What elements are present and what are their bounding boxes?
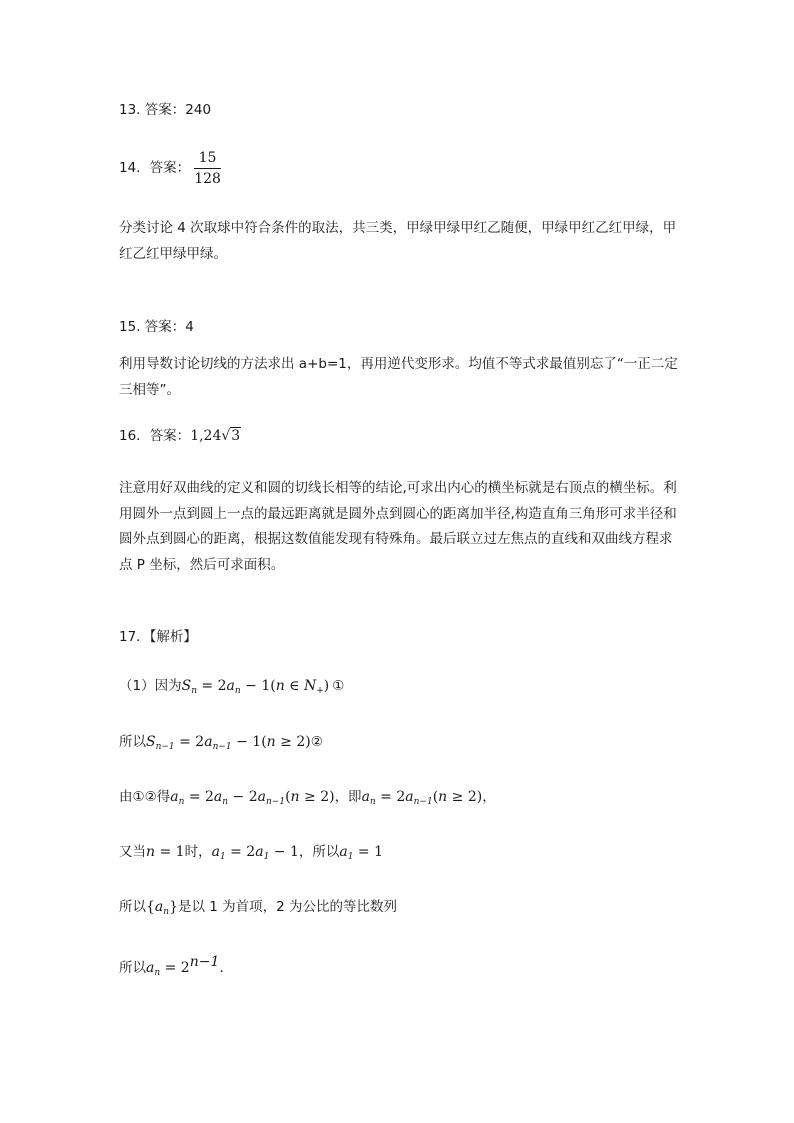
- q17-step4-formula-b: $a_1 = 1$: [339, 844, 383, 862]
- q14-label: 14．答案：: [119, 160, 191, 176]
- q17-step3-formula-b: $a_n = 2a_{n-1}(n \ge 2)$: [361, 789, 483, 807]
- q15-explanation: 利用导数讨论切线的方法求出 a+b=1，再用逆代变形求。均值不等式求最值别忘了“一正二定三相等”。: [119, 356, 678, 398]
- q17-heading: 17．【解析】: [119, 629, 197, 645]
- q17-step3-end: ，: [482, 789, 496, 805]
- q17-step5: [119, 897, 397, 922]
- q17-step4-mid2: ，所以: [298, 844, 340, 860]
- q17-step6-formula: $a_n = 2^{n-1}$.: [146, 954, 224, 978]
- circled-one: ①: [332, 678, 345, 694]
- q16-sqrt: √3: [221, 428, 241, 444]
- q17-step1-formula: $S_n = 2a_n - 1(n$ ∈ $N_+$): [181, 678, 330, 696]
- q15-value: 4: [185, 319, 194, 335]
- q16-explanation: 注意用好双曲线的定义和圆的切线长相等的结论,可求出内心的横坐标就是右顶点的横坐标。利用圆外一点到圆上一点的最远距离就是圆外点到圆心的距离加半径,构造直角三角形可求半径和圆外点到圆心的距离，根据这数值能发现有特殊角。最后联立过左焦点的直线和双曲线方程求点 P 坐标，然后可求面积。: [119, 480, 677, 573]
- q15-answer: [119, 317, 194, 337]
- q17-step4: [119, 842, 383, 867]
- circled-two: ②: [310, 734, 323, 750]
- q16-radicand: 3: [231, 428, 241, 444]
- q17-step1: [119, 676, 344, 701]
- q14-explanation: 分类讨论 4 次取球中符合条件的取法，共三类，甲绿甲绿甲红乙随便，甲绿甲红乙红甲绿，甲红乙红甲绿甲绿。: [119, 220, 677, 262]
- q17-step4-cond: n = 1: [146, 844, 185, 860]
- q14-fraction: [194, 149, 221, 188]
- q17-step6: [119, 952, 224, 983]
- q15-label: 15. 答案：: [119, 319, 186, 335]
- q14-answer: [119, 148, 221, 188]
- q17-step1-prefix: （1）因为: [119, 678, 182, 694]
- q13-value: 240: [185, 102, 212, 118]
- q17-step2: [119, 732, 323, 757]
- q17-step3: [119, 787, 496, 812]
- q17-step5-prefix: 所以: [119, 899, 146, 915]
- q17-step4-prefix: 又当: [119, 844, 146, 860]
- q17-step3-prefix: 由①②得: [119, 789, 171, 805]
- q13-answer: [119, 100, 211, 120]
- q17-step6-prefix: 所以: [119, 960, 146, 976]
- q16-label: 16．答案：: [119, 428, 191, 444]
- q16-value-prefix: 1,24: [190, 428, 222, 444]
- q17-step3-mid: ，即: [334, 789, 362, 805]
- q16-answer: [119, 426, 241, 446]
- q17-step2-formula: $S_{n-1} = 2a_{n-1} - 1(n \ge 2)$: [146, 734, 311, 752]
- q14-denominator: 128: [194, 170, 221, 187]
- q17-step4-mid1: 时，: [184, 844, 212, 860]
- q14-numerator: 15: [194, 149, 221, 169]
- q17-step4-formula-a: $a_1 = 2a_1 - 1$: [211, 844, 299, 862]
- q17-step3-formula-a: $a_n = 2a_n - 2a_{n-1}(n \ge 2)$: [170, 789, 335, 807]
- q13-label: 13. 答案：: [119, 102, 186, 118]
- q17-step5-text: 是以 1 为首项，2 为公比的等比数列: [178, 899, 398, 915]
- q17-step5-seq: $\{a_n\}$: [146, 899, 178, 917]
- q17-step2-prefix: 所以: [119, 734, 146, 750]
